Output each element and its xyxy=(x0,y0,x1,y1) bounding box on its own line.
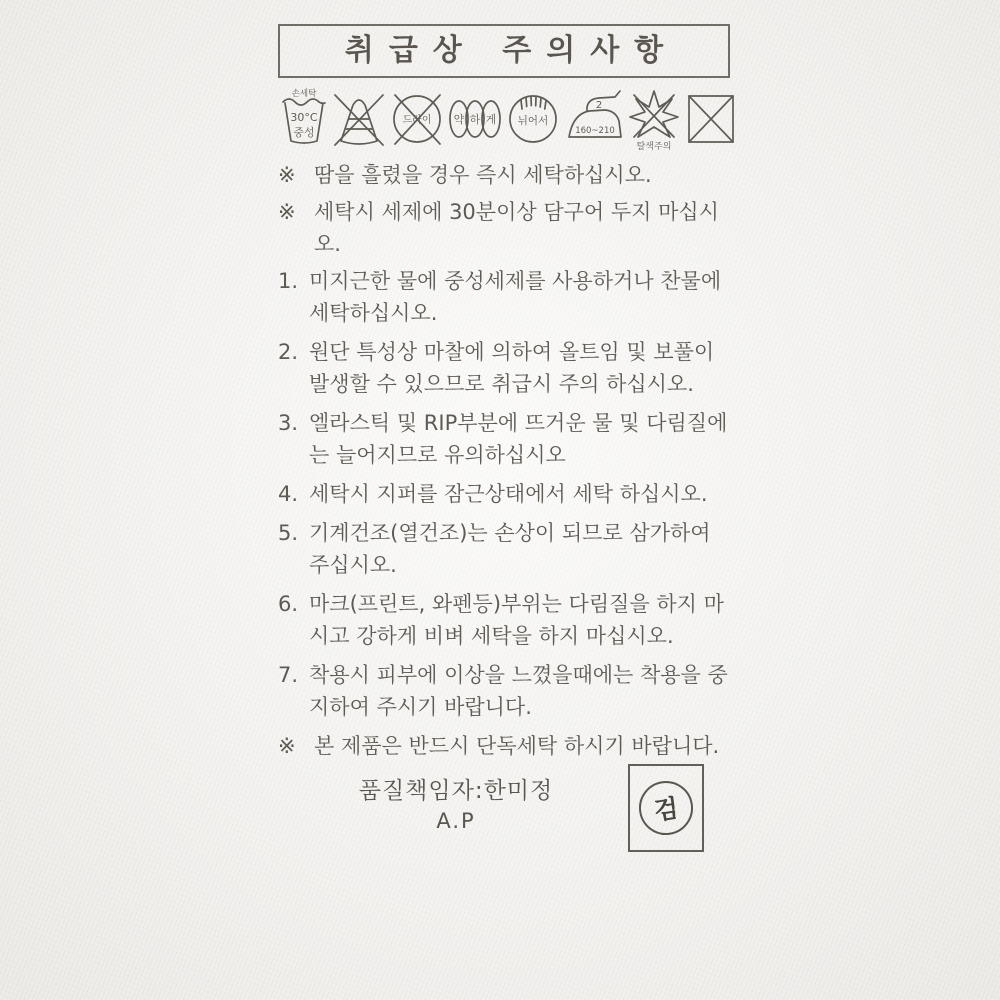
footer-main xyxy=(359,772,554,833)
inspection-stamp-box xyxy=(628,764,704,852)
page-title: 취급상 주의사항 xyxy=(344,33,679,68)
note-top-2 xyxy=(278,196,730,260)
item-number: 6. xyxy=(278,592,299,616)
svg-text:탈색주의: 탈색주의 xyxy=(636,142,672,152)
list-item-5 xyxy=(278,517,730,581)
hand-wash-icon xyxy=(278,87,330,149)
care-symbols-row xyxy=(278,87,730,151)
svg-text:뉘어서: 뉘어서 xyxy=(517,115,549,127)
list-item-1 xyxy=(278,265,730,329)
svg-text:160~210: 160~210 xyxy=(575,126,615,136)
item-text: 세탁시 지퍼를 잠근상태에서 세탁 하십시오. xyxy=(309,482,708,506)
note-bottom-1 xyxy=(278,730,730,762)
inspection-stamp: 검 xyxy=(636,778,697,839)
instructions xyxy=(278,159,730,762)
item-text: 착용시 피부에 이상을 느꼈을때에는 착용을 중지하여 주시기 바랍니다. xyxy=(309,663,728,719)
iron-icon xyxy=(563,87,625,149)
title-box xyxy=(278,24,730,78)
item-number: 5. xyxy=(278,521,299,545)
dry-flat-in-shade-icon xyxy=(504,87,562,149)
note-top-1 xyxy=(278,159,730,191)
item-number: 3. xyxy=(278,411,299,435)
svg-text:30°C: 30°C xyxy=(290,111,318,124)
item-text: 마크(프린트, 와펜등)부위는 다림질을 하지 마시고 강하게 비벼 세탁을 하지 마십시오. xyxy=(309,592,724,648)
list-item-4 xyxy=(278,478,730,510)
asterisk-marker: ※ xyxy=(278,200,296,224)
svg-text:하: 하 xyxy=(469,113,481,126)
list-item-3 xyxy=(278,407,730,471)
wring-weakly-icon xyxy=(447,87,503,149)
note-text: 본 제품은 반드시 단독세탁 하시기 바랍니다. xyxy=(314,734,720,758)
brand-mark: A.P xyxy=(436,809,476,833)
item-number: 7. xyxy=(278,663,299,687)
svg-text:게: 게 xyxy=(485,113,497,126)
list-item-7 xyxy=(278,659,730,723)
svg-text:약: 약 xyxy=(453,113,465,126)
footer xyxy=(278,772,730,864)
list-item-2 xyxy=(278,336,730,400)
item-text: 미지근한 물에 중성세제를 사용하거나 찬물에 세탁하십시오. xyxy=(309,269,722,325)
svg-text:2: 2 xyxy=(595,100,603,111)
note-text: 땀을 흘렸을 경우 즉시 세탁하십시오. xyxy=(314,163,652,187)
note-text: 세탁시 세제에 30분이상 담구어 두지 마십시오. xyxy=(314,200,719,256)
item-number: 2. xyxy=(278,340,299,364)
item-text: 기계건조(열건조)는 손상이 되므로 삼가하여 주십시오. xyxy=(309,521,711,577)
item-text: 원단 특성상 마찰에 의하여 올트임 및 보풀이 발생할 수 있으므로 취급시 주의 하십시오. xyxy=(309,340,715,396)
svg-text:드라이: 드라이 xyxy=(402,115,432,126)
svg-text:중성: 중성 xyxy=(293,126,315,139)
list-item-6 xyxy=(278,588,730,652)
do-not-tumble-dry-icon xyxy=(683,87,739,149)
item-number: 4. xyxy=(278,482,299,506)
svg-text:손세탁: 손세탁 xyxy=(291,89,317,99)
no-wring-icon xyxy=(331,87,387,149)
care-label xyxy=(278,24,730,864)
item-text: 엘라스틱 및 RIP부분에 뜨거운 물 및 다림질에는 늘어지므로 유의하십시오 xyxy=(309,411,728,467)
no-bleach-icon xyxy=(626,87,682,153)
asterisk-marker: ※ xyxy=(278,734,296,758)
asterisk-marker: ※ xyxy=(278,163,296,187)
no-dry-clean-icon xyxy=(388,87,446,149)
quality-manager: 품질책임자:한미정 xyxy=(358,778,554,804)
item-number: 1. xyxy=(278,269,299,293)
